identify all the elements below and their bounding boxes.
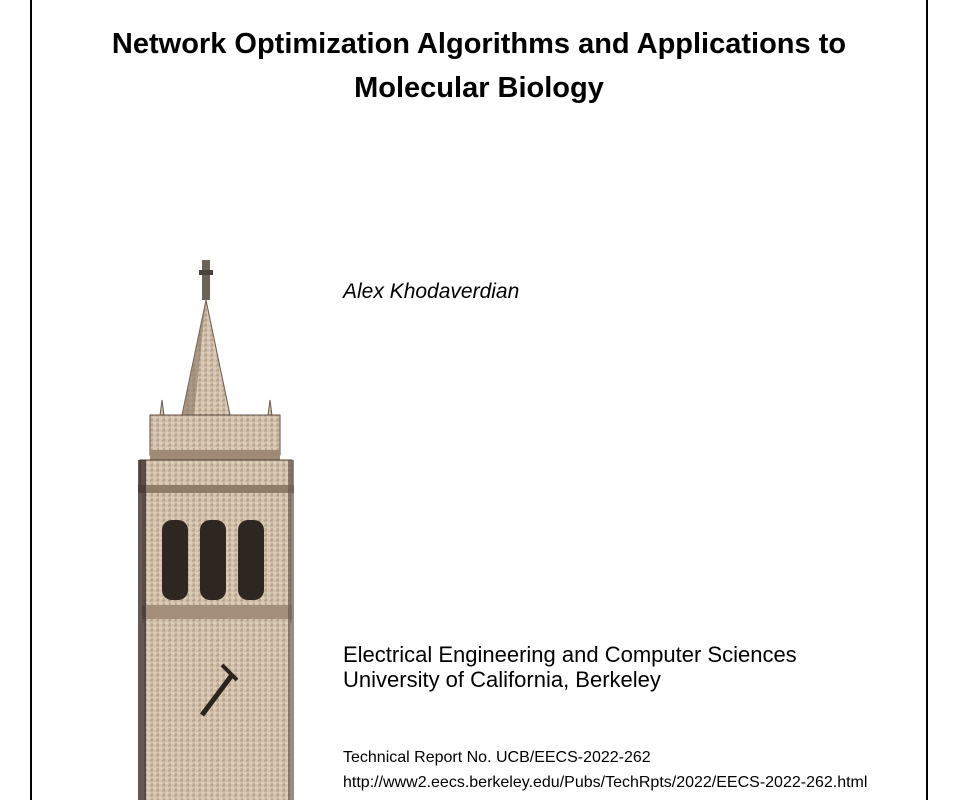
author-name: Alex Khodaverdian: [343, 280, 520, 303]
title-line-2: Molecular Biology: [354, 72, 604, 104]
report-info: [343, 745, 867, 795]
university-name: University of California, Berkeley: [343, 667, 661, 692]
report-url[interactable]: http://www2.eecs.berkeley.edu/Pubs/TechRpts/2022/EECS-2022-262.html: [343, 774, 868, 791]
report-number: Technical Report No. UCB/EECS-2022-262: [343, 749, 651, 766]
report-cover-page: [30, 0, 928, 800]
department-block: [343, 642, 797, 692]
title-line-1: Network Optimization Algorithms and Applications to: [111, 28, 847, 60]
report-title: [32, 22, 926, 110]
department-name: Electrical Engineering and Computer Sciences: [343, 642, 797, 667]
campanile-tower-image: [102, 255, 312, 800]
